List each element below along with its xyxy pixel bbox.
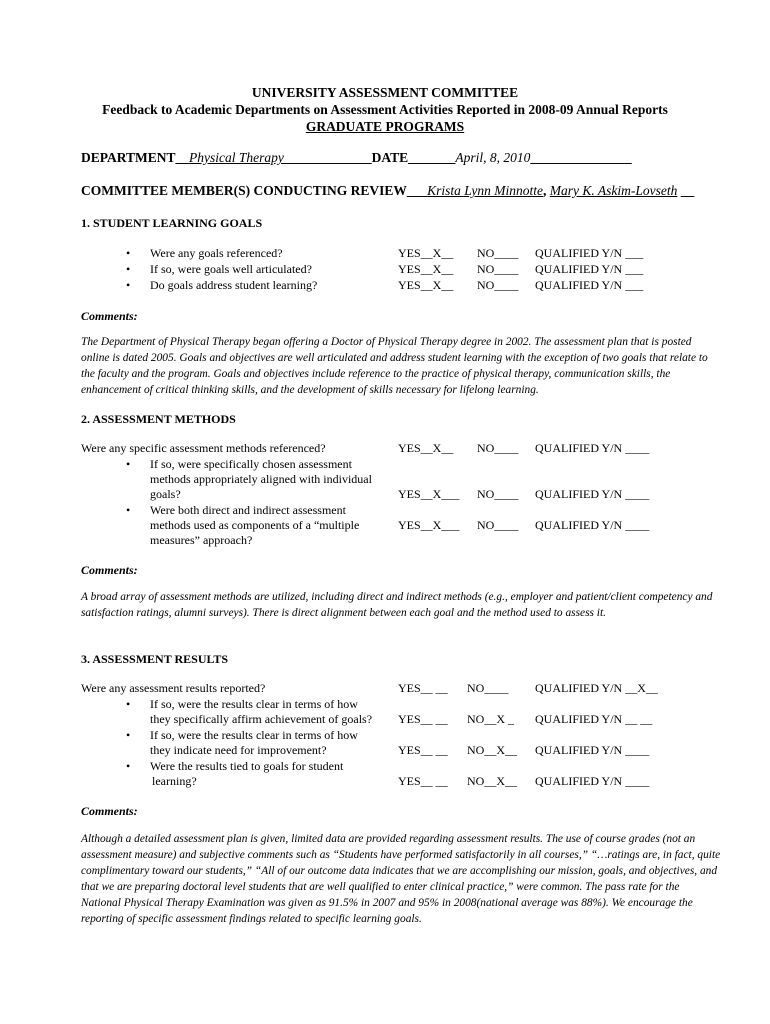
s3-yes-4: YES__ __: [398, 774, 448, 788]
s2-question-2: • If so, were specifically chosen assessment: [150, 457, 352, 471]
s2-yes-1: YES__X__: [398, 441, 454, 455]
s3-comments-text: Although a detailed assessment plan is given, limited data are provided regarding assessment results. The use of course grades (not an assessment measure) and subjective comments such as “Students have performed satisfactorily in all courses,” “…ratings are, in fact, quite complimentary toward our students,” “All of our outcome data indicates that we are accomplishing our mission, goals, and objectives, and that we are preparing doctoral level students that are well qualified to enter clinical practice,” were common. The pass rate for the National Physical Therapy Examination was given as 91.5% in 2007 and 95% in 2008(national average was 88%). We encourage the reporting of specific assessment findings related to specific learning goals.: [81, 833, 721, 925]
s3-yes-1: YES__ __: [398, 681, 448, 695]
department-line: DEPARTMENT__Physical Therapy_____________DATE_______April, 8, 2010_______________: [81, 150, 632, 165]
s2-qualified-3: QUALIFIED Y/N ____: [535, 518, 650, 532]
s3-yes-3: YES__ __: [398, 743, 448, 757]
s3-no-3: NO__X__: [467, 743, 517, 757]
section-1-heading: 1. STUDENT LEARNING GOALS: [81, 216, 263, 230]
section-3-heading: 3. ASSESSMENT RESULTS: [81, 652, 229, 666]
s1-no-3: NO____: [477, 278, 519, 292]
s2-question-2-line2: methods appropriately aligned with individual: [150, 472, 372, 486]
s3-no-1: NO____: [467, 681, 509, 695]
s2-no-1: NO____: [477, 441, 519, 455]
s2-question-1: Were any specific assessment methods referenced?: [81, 441, 326, 455]
s3-question-1: Were any assessment results reported?: [81, 681, 266, 695]
s1-no-2: NO____: [477, 262, 519, 276]
document-subtitle: Feedback to Academic Departments on Assessment Activities Reported in 2008-09 Annual Reports: [102, 102, 668, 117]
s1-question-3: • Do goals address student learning?: [150, 278, 317, 292]
s1-yes-1: YES__X__: [398, 246, 454, 260]
s1-qualified-1: QUALIFIED Y/N ___: [535, 246, 644, 260]
date-label: DATE: [371, 150, 409, 165]
program-type: GRADUATE PROGRAMS: [305, 119, 465, 134]
s3-question-4: • Were the results tied to goals for student: [150, 759, 343, 773]
s1-yes-3: YES__X__: [398, 278, 454, 292]
committee-label: COMMITTEE MEMBER(S) CONDUCTING REVIEW: [81, 183, 407, 198]
s1-qualified-2: QUALIFIED Y/N ___: [535, 262, 644, 276]
s2-question-3-line3: measures” approach?: [150, 533, 253, 547]
s3-comments-label: Comments:: [81, 804, 138, 818]
date-value: April, 8, 2010: [455, 150, 531, 165]
s2-question-3: • Were both direct and indirect assessment: [150, 503, 346, 517]
s1-yes-2: YES__X__: [398, 262, 454, 276]
s2-question-3-line2: methods used as components of a “multiple: [150, 518, 360, 532]
committee-member-2: Mary K. Askim-Lovseth: [549, 183, 678, 198]
section-2-heading: 2. ASSESSMENT METHODS: [81, 412, 236, 426]
s1-no-1: NO____: [477, 246, 519, 260]
s1-comments-text: The Department of Physical Therapy began offering a Doctor of Physical Therapy degree in 2002. The assessment plan that is posted online is dated 2005. Goals and objectives are well articulated and address student learning with the exception of two goals that relate to the faculty and the program. Goals and objectives include reference to the practice of physical therapy, communication skills, the enhancement of critical thinking skills, and the development of skills necessary for lifelong learning.: [81, 336, 708, 396]
committee-line: COMMITTEE MEMBER(S) CONDUCTING REVIEW___Krista Lynn Minnotte, Mary K. Askim-Lovseth __: [81, 183, 695, 198]
s3-yes-2: YES__ __: [398, 712, 448, 726]
s3-no-2: NO__X _: [467, 712, 514, 726]
s2-no-2: NO____: [477, 487, 519, 501]
s2-question-2-line3: goals?: [150, 487, 181, 501]
s3-question-3: • If so, were the results clear in terms of how: [150, 728, 358, 742]
s2-no-3: NO____: [477, 518, 519, 532]
s3-question-4-line2: learning?: [152, 774, 197, 788]
s3-qualified-3: QUALIFIED Y/N ____: [535, 743, 650, 757]
s2-qualified-2: QUALIFIED Y/N ____: [535, 487, 650, 501]
s2-yes-2: YES__X___: [398, 487, 460, 501]
department-value: Physical Therapy: [189, 150, 284, 165]
s3-qualified-1: QUALIFIED Y/N __X__: [535, 681, 658, 695]
s3-question-2: • If so, were the results clear in terms of how: [150, 697, 358, 711]
s1-question-1: • Were any goals referenced?: [150, 246, 283, 260]
s1-comments-label: Comments:: [81, 309, 138, 323]
s2-comments-text: A broad array of assessment methods are utilized, including direct and indirect methods (e.g., employer and patient/client competency and satisfaction ratings, alumni surveys). There is direct alignment between each goal and the method used to assess it.: [81, 591, 713, 619]
committee-member-1: Krista Lynn Minnotte: [427, 183, 544, 198]
s2-yes-3: YES__X___: [398, 518, 460, 532]
s3-question-3-line2: they indicate need for improvement?: [150, 743, 327, 757]
s3-qualified-4: QUALIFIED Y/N ____: [535, 774, 650, 788]
s3-question-2-line2: they specifically affirm achievement of goals?: [150, 712, 373, 726]
s3-qualified-2: QUALIFIED Y/N __ __: [535, 712, 653, 726]
s2-qualified-1: QUALIFIED Y/N ____: [535, 441, 650, 455]
s2-comments-label: Comments:: [81, 563, 138, 577]
department-label: DEPARTMENT: [81, 150, 176, 165]
s1-qualified-3: QUALIFIED Y/N ___: [535, 278, 644, 292]
committee-title: UNIVERSITY ASSESSMENT COMMITTEE: [251, 85, 519, 100]
s1-question-2: • If so, were goals well articulated?: [150, 262, 312, 276]
s3-no-4: NO__X__: [467, 774, 517, 788]
